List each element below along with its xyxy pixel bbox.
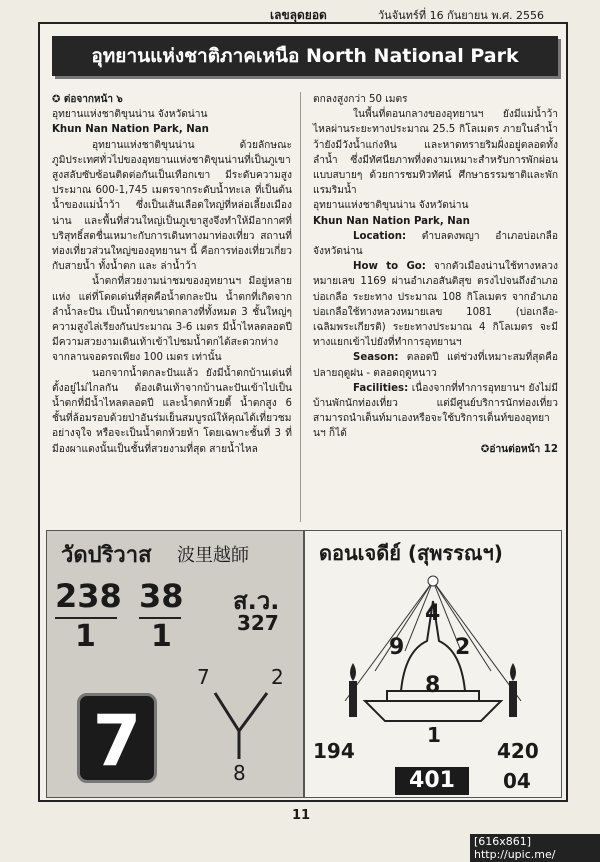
panel-left-title: วัดปริวาส: [61, 543, 152, 568]
sv-label: ส.ว.: [233, 587, 280, 615]
lottery-panel-don-chedi: [304, 530, 562, 798]
river-paragraph: ในพื้นที่ตอนกลางของอุทยานฯ ยังมีแม่น้ำว้าไหลผ่านระยะทางประมาณ 25.5 กิโลเมตร ภายในลำน้ำว้ายังมีวังน้ำแก่งหิน และหาดทรายริมฝั่งอยู่ตลอดทั้งลำน้ำ ซึ่งมีทัศนียภาพที่งดงามเหมาะสำหรับการพักผ่อนแบบสบายๆ ด้วยการชมทิวทัศน์ ศึกษาธรรมชาติและพักแรมริมน้ำ: [313, 109, 558, 197]
right-top-line: ตกลงสูงกว่า 50 เมตร: [313, 94, 408, 105]
info-title-en: Khun Nan Nation Park, Nan: [313, 215, 470, 227]
panel-right-title: ดอนเจดีย์ (สุพรรณฯ): [319, 541, 503, 565]
info-title-th: อุทยานแห่งชาติขุนน่าน จังหวัดน่าน: [313, 200, 469, 212]
chedi-lower-digit: 1: [427, 723, 441, 747]
box-right-number: 04: [503, 769, 531, 793]
location-info: Location: ตำบลดงพญา อำเภอบ่อเกลือ จังหวัดน่าน: [313, 230, 558, 258]
page-number: 11: [292, 808, 311, 823]
right-number: 420: [497, 739, 539, 763]
paragraph-3: นอกจากน้ำตกละปันแล้ว ยังมีน้ำตกบ้านเด่นที่ตั้งอยู่ไม่ไกลกัน ต้องเดินเท้าจากบ้านละปันเข้าไปเป็นน้ำตกที่มีน้ำไหลตลอดปี และน้ำตกห้วยตี้ น้ำตกสูง 6 ชั้นที่ล้อมรอบด้วยป่าอันร่มเย็นสมบูรณ์ให้คุณได้เที่ยวชมอย่างจุใจ หรือจะเป็นน้ำตกห้วยห้า โดยเฉพาะชั้นที่ 3 ที่มีองผาแดงนั้นเป็นชั้นที่สวยงามที่สุด สายน้ำไหล: [52, 367, 292, 455]
how-to-go-info: How to Go: จากตัวเมืองน่านใช้ทางหลวงหมายเลข 1169 ผ่านอำเภอสันติสุข ตรงไปจนถึงอำเภอบ่อเกลือ ระยะทาง ประมาณ 108 กิโลเมตร จากอำเภอบ่อเกลือใช้ทางหลวงหมายเลข 1081 (บ่อเกลือ-เฉลิมพระเกียรติ) ระยะทางประมาณ 4 กิโลเมตร จะมีทางแยกเข้าไปยังที่ทำการอุทยานฯ: [313, 261, 558, 349]
park-name-th: อุทยานแห่งชาติขุนน่าน จังหวัดน่าน: [52, 109, 208, 121]
lucky-digit-box: 7: [77, 693, 157, 783]
fraction2-numerator: 38: [139, 577, 184, 615]
continued-to: ✪อ่านต่อหน้า 12: [480, 443, 558, 455]
chinese-caption: 波里越師: [177, 545, 249, 566]
paragraph-1: อุทยานแห่งชาติขุนน่าน ด้วยลักษณะภูมิประเทศทั่วไปของอุทยานแห่งชาติขุนน่านที่เป็นภูเขาสูงสลับซับซ้อนติดต่อกันเป็นเทือกเขา มีระดับความสูงประมาณ 600-1,745 เมตรจากระดับน้ำทะเล ที่เป็นต้นน้ำของแม่น้ำว้า ซึ่งเป็นเส้นเลือดใหญ่ที่หล่อเลี้ยงเมืองน่าน และพื้นที่ส่วนใหญ่เป็นภูเขาสูงจึงทำให้มีอากาศที่บริสุทธิ์สดชื่นเหมาะกับการเดินทางมาท่องเที่ยว สถานที่ท่องเที่ยวส่วนใหญ่ของอุทยานฯ นี้ คือการท่องเที่ยวเกี่ยวกับสายน้ำ ทั้งน้ำตก และ ล่าน้ำว้า: [52, 139, 292, 273]
paragraph-2: น้ำตกที่สวยงามน่าชมของอุทยานฯ มีอยู่หลายแห่ง แต่ที่โดดเด่นที่สุดคือน้ำตกละปัน น้ำตกที่เกิดจากลำน้ำละปัน เป็นน้ำตกขนาดกลางที่ทั้งหมด 3 ชั้นใหญ่ๆ ความสูงไล่เรียงกันประมาณ 3-6 เมตร มีน้ำไหลตลอดปี มีความสวยงามเดินเท้าเข้าไปชมน้ำตกได้สะดวกห่างจากลานจอดรถเพียง 100 เมตร เท่านั้น: [52, 276, 292, 364]
y-left-digit: 7: [197, 665, 210, 689]
chedi-right-digit: 2: [455, 635, 471, 660]
left-column: [52, 92, 292, 457]
lottery-panel-wat-briwas: [46, 530, 304, 798]
sv-value: 327: [237, 611, 279, 635]
boxed-number: 401: [395, 767, 469, 795]
issue-date: วันจันทร์ที่ 16 กันยายน พ.ศ. 2556: [378, 9, 545, 22]
facilities-info: Facilities: เนื่องจากที่ทำการอุทยานฯ ยังไม่มีบ้านพักนักท่องเที่ยว แต่มีศูนย์บริการนักท่องเที่ยวสามารถนำเต็นท์มาเองหรือจะใช้บริการเต็นท์ของอุทยานฯ ก็ได้: [313, 382, 558, 440]
y-bottom-digit: 8: [233, 761, 246, 785]
article-banner: อุทยานแห่งชาติภาคเหนือ North National Park: [52, 36, 558, 76]
chedi-top-digit: 4: [425, 601, 441, 626]
publication-name: เลขลุดยอด: [270, 8, 327, 22]
y-right-digit: 2: [271, 665, 284, 689]
season-info: Season: ตลอดปี แต่ช่วงที่เหมาะสมที่สุดคือ ปลายฤดูฝน - ตลอดฤดูหนาว: [313, 352, 558, 379]
fraction1-denominator: 1: [75, 619, 96, 654]
right-column: [313, 92, 558, 457]
chedi-center-digit: 8: [425, 673, 441, 698]
fraction2-denominator: 1: [151, 619, 172, 654]
continued-from: ✪ ต่อจากหน้า ๖: [52, 94, 123, 105]
chedi-left-digit: 9: [389, 635, 405, 660]
image-watermark: [616x861] http://upic.me/: [470, 834, 600, 862]
column-divider: [300, 92, 301, 522]
fraction1-numerator: 238: [55, 577, 122, 615]
park-name-en: Khun Nan Nation Park, Nan: [52, 124, 209, 136]
left-number: 194: [313, 739, 355, 763]
